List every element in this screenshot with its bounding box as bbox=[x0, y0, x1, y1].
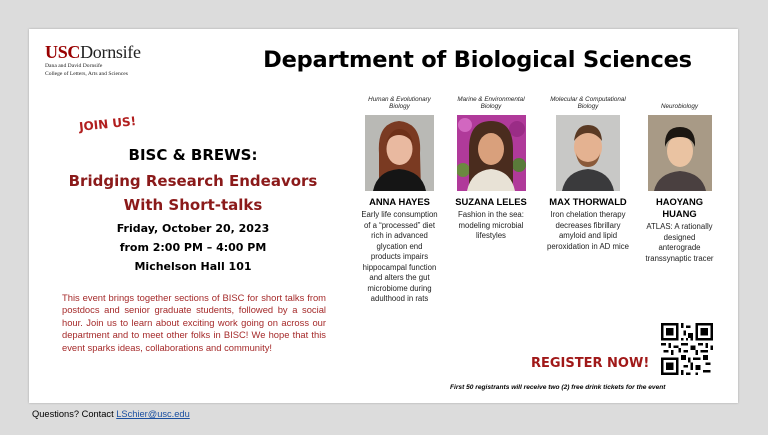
speaker-name: MAX THORWALD bbox=[549, 196, 627, 207]
speaker-name: ANNA HAYES bbox=[369, 196, 430, 207]
event-flyer-slide bbox=[29, 29, 738, 403]
drink-ticket-footnote: First 50 registrants will receive two (2) free drink tickets for the event bbox=[450, 384, 666, 391]
speaker-talk-title: ATLAS: A rationally designed anterograde transsynaptic tracer bbox=[645, 222, 714, 263]
speaker-photo-max-thorwald bbox=[556, 115, 620, 191]
department-title: Department of Biological Sciences bbox=[263, 47, 692, 73]
event-headline-line-2: With Short-talks bbox=[123, 196, 263, 214]
speaker-photo-haoyang-huang bbox=[648, 115, 712, 191]
logo-usc-text: USC bbox=[45, 42, 81, 62]
event-time: from 2:00 PM – 4:00 PM bbox=[119, 241, 267, 254]
speaker-talk-title: Fashion in the sea: modeling microbial lifestyles bbox=[458, 210, 524, 240]
contact-prefix: Questions? Contact bbox=[32, 409, 117, 419]
join-us-tag: JOIN US! bbox=[78, 114, 137, 134]
contact-email-link[interactable]: LSchier@usc.edu bbox=[116, 409, 190, 419]
event-name: BISC & BREWS: bbox=[128, 146, 258, 164]
logo-dornsife-text: Dornsife bbox=[80, 42, 141, 62]
speaker-area: Neurobiology bbox=[660, 103, 699, 111]
event-details bbox=[57, 146, 329, 276]
speaker-area: Molecular & Computational Biology bbox=[550, 95, 626, 111]
register-now-label: REGISTER NOW! bbox=[531, 356, 650, 371]
contact-line bbox=[32, 409, 190, 419]
event-description: This event brings together sections of BISC for short talks from postdocs and senior graduate students, followed by a social hour. Join us to learn about exciting work going on across our department and to meet other folks in BISC! We hope that this event sparks ideas, collaborations and community! bbox=[62, 292, 326, 353]
event-headline-line-1: Bridging Research Endeavors bbox=[68, 172, 318, 190]
qr-code-icon[interactable] bbox=[661, 323, 713, 375]
speaker-card-haoyang-huang bbox=[642, 95, 717, 264]
logo-subtitle-line-2: College of Letters, Arts and Sciences bbox=[45, 71, 128, 78]
speaker-talk-title: Early life consumption of a “processed” diet rich in advanced glycation end products impairs hippocampal function and alters the gut microbiome during adulthood in rats bbox=[361, 210, 438, 303]
speaker-area: Human & Evolutionary Biology bbox=[368, 95, 431, 111]
speaker-area: Marine & Environmental Biology bbox=[457, 95, 525, 111]
speaker-card-anna-hayes bbox=[361, 95, 438, 305]
speaker-photo-suzana-leles bbox=[457, 115, 526, 191]
speaker-name: SUZANA LELES bbox=[455, 196, 527, 207]
speaker-photo-anna-hayes bbox=[365, 115, 434, 191]
speaker-card-max-thorwald bbox=[547, 95, 629, 252]
speaker-talk-title: Iron chelation therapy decreases fibrillary amyloid and lipid peroxidation in AD mice bbox=[547, 210, 629, 251]
event-location: Michelson Hall 101 bbox=[134, 260, 252, 273]
speaker-card-suzana-leles bbox=[450, 95, 532, 242]
event-date: Friday, October 20, 2023 bbox=[116, 222, 270, 235]
usc-dornsife-logo bbox=[45, 43, 205, 78]
speaker-name: HAOYANG HUANG bbox=[655, 196, 704, 219]
logo-subtitle-line-1: Dana and David Dornsife bbox=[45, 63, 103, 69]
